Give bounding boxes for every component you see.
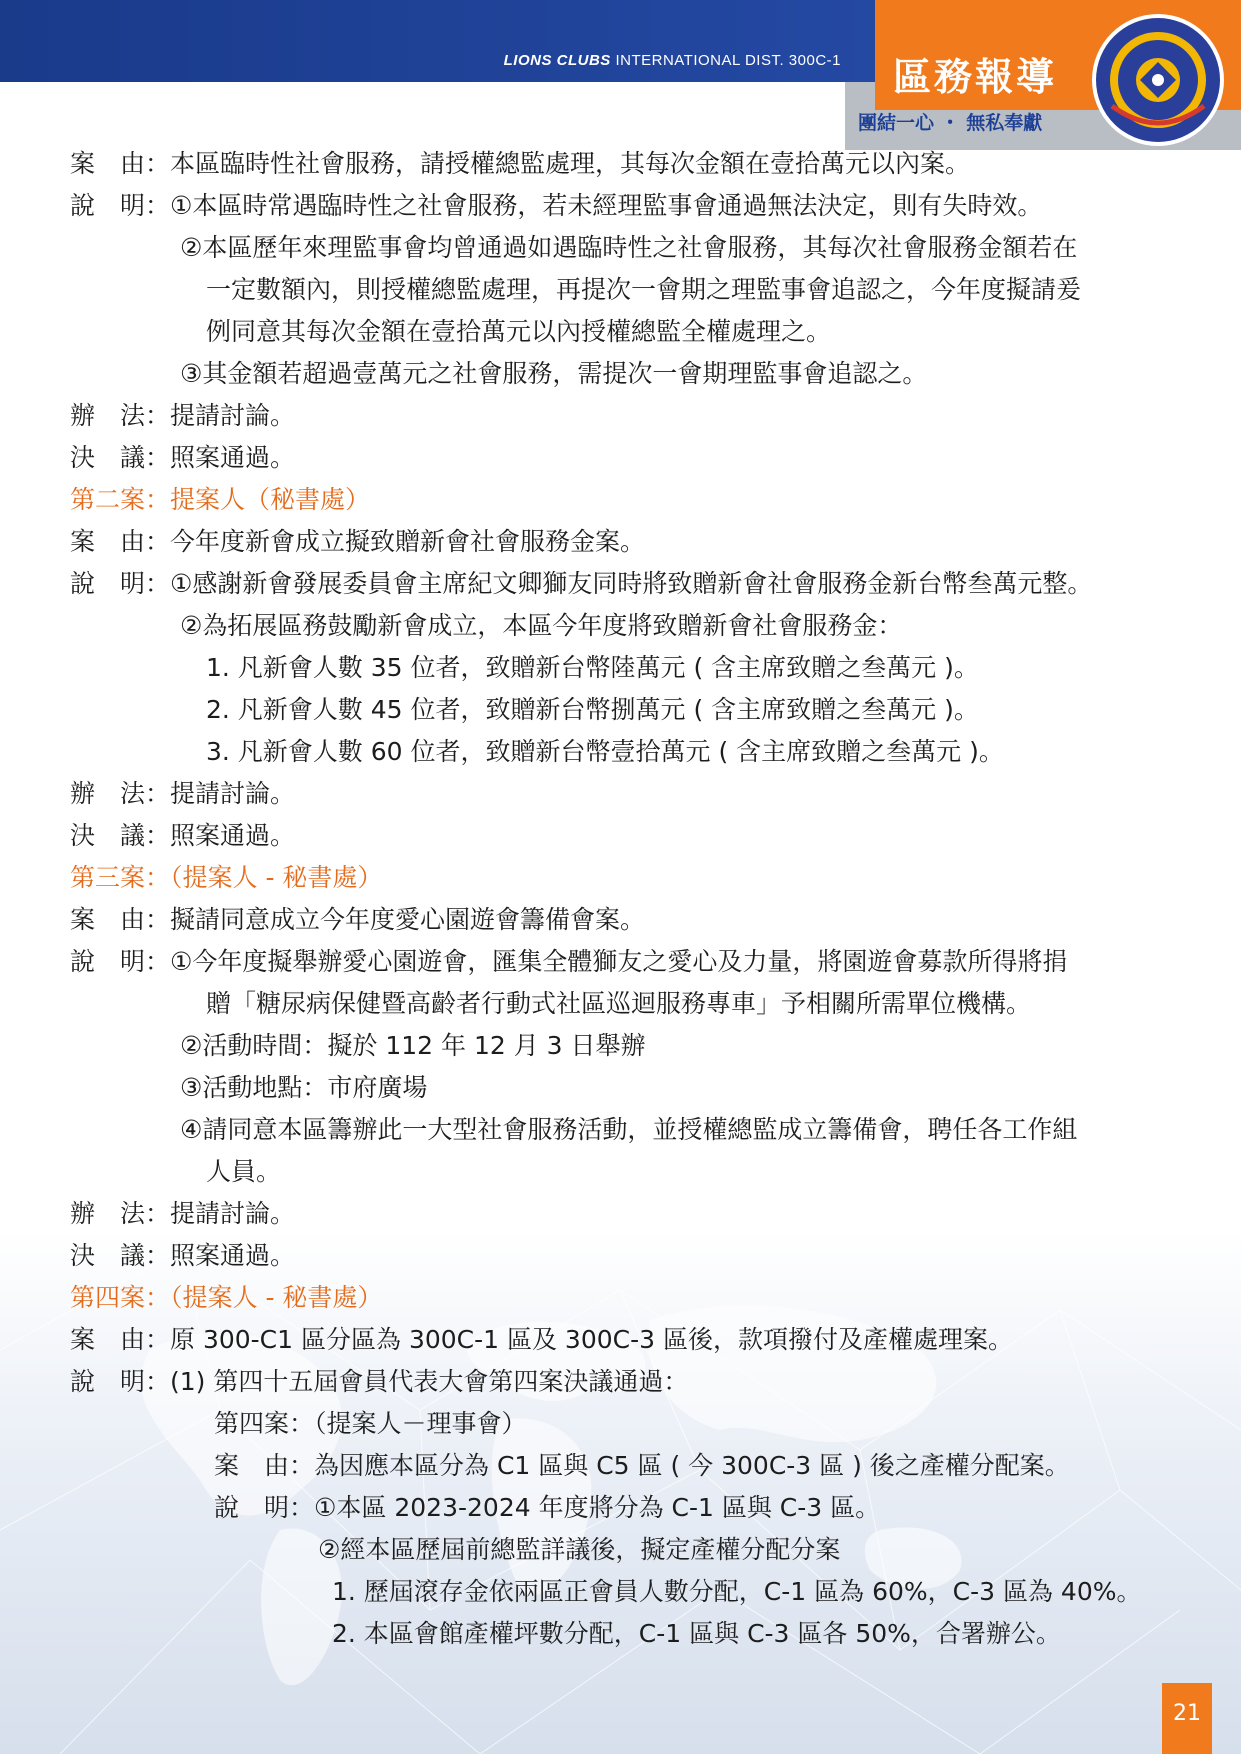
text-line: 案 由：今年度新會成立擬致贈新會社會服務金案。 (70, 527, 646, 556)
proposal-heading: 第四案：（提案人 - 秘書處） (70, 1283, 383, 1312)
text-line: 說 明：①今年度擬舉辦愛心園遊會，匯集全體獅友之愛心及力量，將園遊會募款所得將捐 (70, 947, 1068, 976)
text-line: 2. 凡新會人數 45 位者，致贈新台幣捌萬元 ( 含主席致贈之叁萬元 )。 (206, 695, 979, 724)
text-line: ④請同意本區籌辦此一大型社會服務活動，並授權總監成立籌備會，聘任各工作組 (180, 1115, 1078, 1144)
proposal-heading: 第二案：提案人（秘書處） (70, 485, 371, 514)
text-line: 說 明：①感謝新會發展委員會主席紀文卿獅友同時將致贈新會社會服務金新台幣叁萬元整。 (70, 569, 1093, 598)
lions-club-emblem-icon (1088, 10, 1228, 154)
text-line: 3. 凡新會人數 60 位者，致贈新台幣壹拾萬元 ( 含主席致贈之叁萬元 )。 (206, 737, 1004, 766)
text-line: 案 由：本區臨時性社會服務，請授權總監處理，其每次金額在壹拾萬元以內案。 (70, 149, 971, 178)
text-line: ②為拓展區務鼓勵新會成立，本區今年度將致贈新會社會服務金： (180, 611, 903, 640)
text-line: 贈「糖尿病保健暨高齡者行動式社區巡迴服務專車」予相關所需單位機構。 (206, 989, 1032, 1018)
text-line: 辦 法：提請討論。 (70, 779, 296, 808)
text-line: 案 由：為因應本區分為 C1 區與 C5 區 ( 今 300C-3 區 ) 後之產權分配案。 (214, 1451, 1070, 1480)
section-title: 區務報導 (893, 55, 1058, 99)
header-blue-bar (0, 0, 875, 82)
text-line: 決 議：照案通過。 (70, 443, 296, 472)
text-line: 說 明：①本區 2023-2024 年度將分為 C-1 區與 C-3 區。 (214, 1493, 881, 1522)
text-line: 1. 凡新會人數 35 位者，致贈新台幣陸萬元 ( 含主席致贈之叁萬元 )。 (206, 653, 979, 682)
proposal-heading: 第三案：（提案人 - 秘書處） (70, 863, 383, 892)
text-line: ③其金額若超過壹萬元之社會服務，需提次一會期理監事會追認之。 (180, 359, 928, 388)
header-brand (504, 52, 841, 69)
brand-bold: LIONS CLUBS (503, 52, 611, 69)
text-line: 決 議：照案通過。 (70, 821, 296, 850)
text-line: 第四案：（提案人－理事會） (214, 1409, 527, 1438)
text-line: ③活動地點：市府廣場 (180, 1073, 428, 1102)
page-number: 21 (1162, 1683, 1212, 1754)
motto: 團結一心 ・ 無私奉獻 (858, 112, 1043, 134)
text-line: 說 明：①本區時常遇臨時性之社會服務，若未經理監事會通過無法決定，則有失時效。 (70, 191, 1043, 220)
text-line: 1. 歷屆滾存金依兩區正會員人數分配，C-1 區為 60%，C-3 區為 40%。 (332, 1577, 1142, 1606)
text-line: 人員。 (206, 1157, 282, 1186)
text-line: 辦 法：提請討論。 (70, 1199, 296, 1228)
brand-rest: INTERNATIONAL DIST. 300C-1 (610, 52, 841, 69)
text-line: 一定數額內，則授權總監處理，再提次一會期之理監事會追認之，今年度擬請爰 (206, 275, 1082, 304)
text-line: 說 明：(1) 第四十五屆會員代表大會第四案決議通過： (70, 1367, 689, 1396)
text-line: ②經本區歷屆前總監詳議後，擬定產權分配分案 (318, 1535, 841, 1564)
text-line: 2. 本區會館產權坪數分配，C-1 區與 C-3 區各 50%，合署辦公。 (332, 1619, 1061, 1648)
text-line: 例同意其每次金額在壹拾萬元以內授權總監全權處理之。 (206, 317, 832, 346)
text-line: ②活動時間：擬於 112 年 12 月 3 日舉辦 (180, 1031, 646, 1060)
text-line: ②本區歷年來理監事會均曾通過如遇臨時性之社會服務，其每次社會服務金額若在 (180, 233, 1078, 262)
text-line: 辦 法：提請討論。 (70, 401, 296, 430)
text-line: 案 由：原 300-C1 區分區為 300C-1 區及 300C-3 區後，款項撥付及產權處理案。 (70, 1325, 1013, 1354)
text-line: 決 議：照案通過。 (70, 1241, 296, 1270)
text-line: 案 由：擬請同意成立今年度愛心園遊會籌備會案。 (70, 905, 646, 934)
